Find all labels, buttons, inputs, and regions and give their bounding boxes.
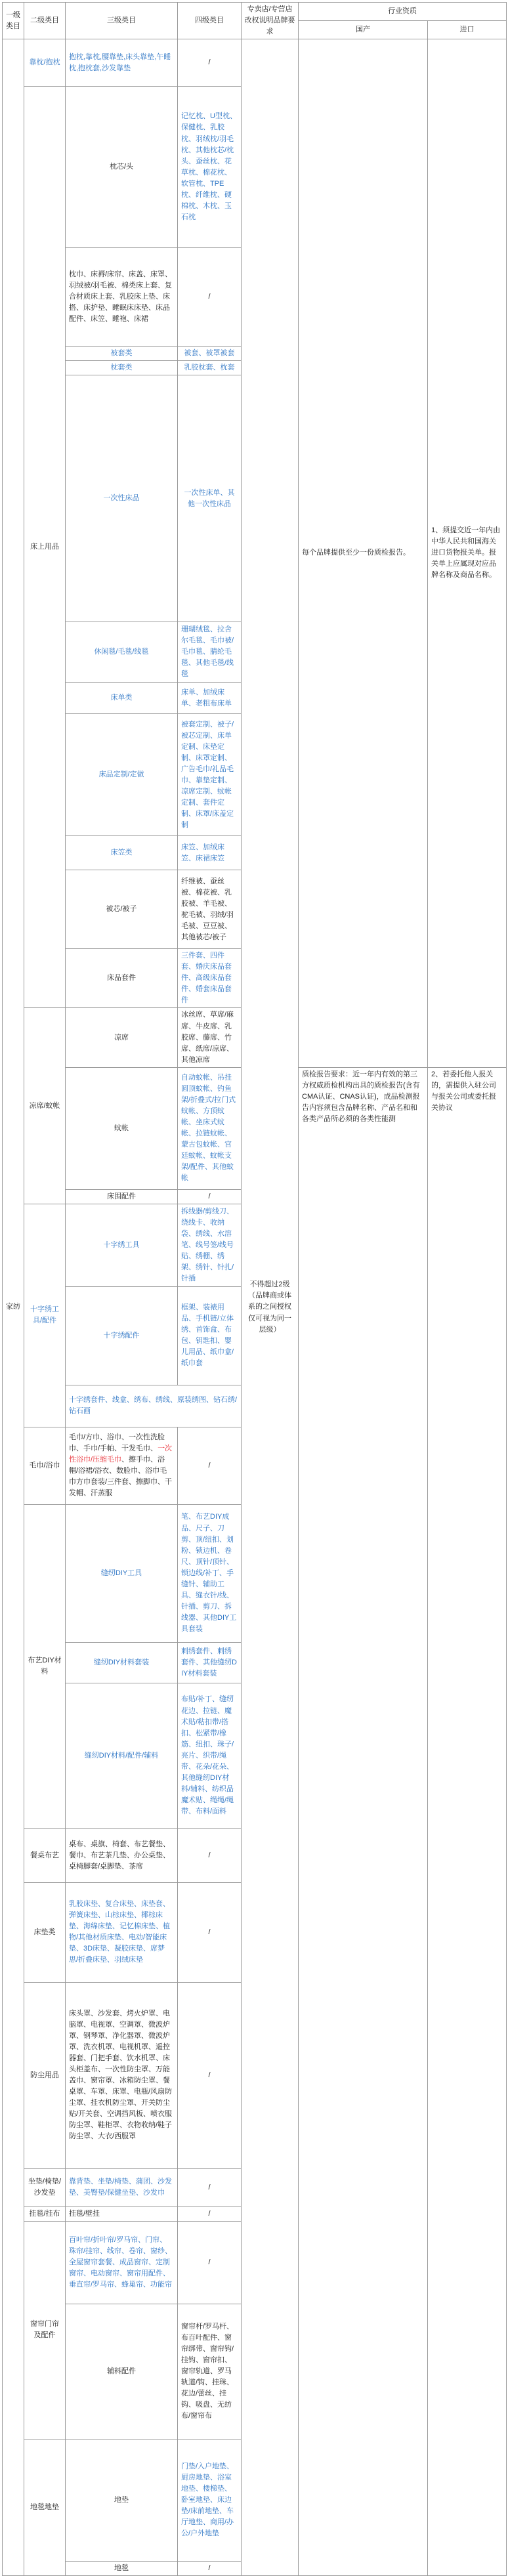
l4-cell: 拆线器/剪线刀、绕线卡、收纳袋、绣线、水溶笔、线号签/线号贴、绣棚、绣架、绣针、针扎/针插 bbox=[178, 1204, 242, 1286]
l3-cell: 百叶帘/折叶帘/罗马帘、门帘、珠帘/挂帘、线帘、卷帘、窗纱、全屋窗帘套餐、成品窗帘、定制窗帘、电动窗帘、窗帘用配件、垂直帘/罗马帘、蜂巢帘、功能帘 bbox=[66, 2221, 178, 2304]
import-requirement-1: 1、须提交近一年内由中华人民共和国海关进口货物报关单。报关单上应属现对应品牌名称及商品名称。 bbox=[431, 526, 501, 580]
l3-text: 毛巾/方巾、浴巾、一次性洗脸巾、手巾/手帕、干发毛巾、一次性浴巾/压缩毛巾、擦手巾、浴帽/浴裙/浴衣、数脸巾、浴巾毛巾方巾套装/三件套、擦脚巾、干发帽、汗蒸服 bbox=[69, 1433, 173, 1498]
header-brand-requirement: 专卖店/专营店改权说明品牌要求 bbox=[242, 3, 299, 39]
domestic-qualification-cell bbox=[299, 39, 428, 1068]
header-domestic: 国产 bbox=[299, 21, 428, 39]
l4-cell: 窗帘杆/罗马杆、布百叶配件、窗帘绑带、窗帘钩/挂钩、窗帘扣、窗帘轨道、罗马轨道/钩、挂珠、花边/蕾丝、挂钩、吸盘、无纺布/窗帘布 bbox=[178, 2304, 242, 2439]
header-import: 进口 bbox=[428, 21, 507, 39]
l2-cell: 靠枕/抱枕 bbox=[24, 39, 66, 87]
header-l2: 二级类目 bbox=[24, 3, 66, 39]
l4-cell: 框架、装裱用品、手机链/立体绣、首饰盒、布包、钥匙扣、婴儿用品、纸巾盒/纸巾套 bbox=[178, 1286, 242, 1385]
l4-cell: / bbox=[178, 1882, 242, 1982]
l3-cell: 乳胶床垫、复合床垫、床垫套、弹簧床垫、山棕床垫、椰棕床垫、海绵床垫、记忆棉床垫、植物/其他材质床垫、电动/智能床垫、3D床垫、凝胶床垫、席梦思/折叠床垫、羽绒床垫 bbox=[66, 1882, 178, 1982]
l4-cell: 珊瑚绒毯、拉舍尔毛毯、毛巾被/毛巾毯、腈纶毛毯、其他毛毯/线毯 bbox=[178, 622, 242, 683]
l3-cell: 地垫 bbox=[66, 2439, 178, 2561]
l3-cell: 缝纫DIY材料/配件/辅料 bbox=[66, 1683, 178, 1828]
l3-cell: 十字绣套件、线盒、绣布、绣线、原装绣图、钻石绣/钻石画 bbox=[66, 1385, 242, 1427]
l3-cell: 十字绣配件 bbox=[66, 1286, 178, 1385]
l4-cell: / bbox=[178, 1427, 242, 1504]
l2-cell: 床上用品 bbox=[24, 87, 66, 1008]
l4-cell: / bbox=[178, 2221, 242, 2304]
l2-cell: 毛巾/浴巾 bbox=[24, 1427, 66, 1504]
l3-cell: 挂毯/壁挂 bbox=[66, 2206, 178, 2221]
l2-cell: 坐垫/椅垫/沙发垫 bbox=[24, 2168, 66, 2206]
l4-cell: 三件套、四件套、婚庆床品套件、高级床品套件、婚套床品套件 bbox=[178, 949, 242, 1008]
l3-cell: 一次性床品 bbox=[66, 375, 178, 622]
l4-cell: / bbox=[178, 2206, 242, 2221]
l3-cell: 休闲毯/毛毯/线毯 bbox=[66, 622, 178, 683]
l3-cell: 床围配件 bbox=[66, 1189, 178, 1204]
l3-cell: 凉席 bbox=[66, 1008, 178, 1067]
l3-cell: 缝纫DIY工具 bbox=[66, 1504, 178, 1642]
l2-cell: 餐桌布艺 bbox=[24, 1828, 66, 1882]
l4-cell: / bbox=[178, 39, 242, 87]
highlighted-term: 一次性浴巾/压缩毛巾 bbox=[69, 1445, 173, 1464]
l4-cell: 被套定制、被子/被芯定制、床单定制、床垫定制、床罩定制、广告毛巾/礼品毛巾、靠垫定制、凉席定制、蚊帐定制、套件定制、床罩/床盖定制 bbox=[178, 714, 242, 836]
l3-cell: 枕套类 bbox=[66, 361, 178, 375]
l4-cell: 自动蚊帐、吊挂圆顶蚊帐、钓鱼架/折叠式/拉门式蚊帐、方顶蚊帐、坐床式蚊帐、拉链蚊帐、蒙古包蚊帐、宫廷蚊帐、蚊帐支架/配件、其他蚊帐 bbox=[178, 1067, 242, 1189]
l3-cell: 辅料配件 bbox=[66, 2304, 178, 2439]
l4-cell: / bbox=[178, 2561, 242, 2575]
header-l3: 三级类目 bbox=[66, 3, 178, 39]
l2-cell: 床垫类 bbox=[24, 1882, 66, 1982]
header-l1: 一级类目 bbox=[3, 3, 24, 39]
category-qualification-table bbox=[2, 2, 507, 2576]
l4-cell: 门垫/入户地垫、厨房地垫、浴室地垫、楼梯垫、卧室地垫、床边垫/床前地垫、车厅地垫、商用/办公/户外地垫 bbox=[178, 2439, 242, 2561]
l3-cell: 枕巾、床褥/床帘、床盖、床罩、羽绒被/羽毛被、棉类床上套、复合材质床上套、乳胶床上垫、床搭、床护垫、睡眠床床垫、床品配件、床笠、睡袍、床裙 bbox=[66, 248, 178, 347]
l3-cell: 抱枕,靠枕,腰靠垫,床头靠垫,午睡枕,抱枕套,沙发靠垫 bbox=[66, 39, 178, 87]
header-industry-qualification: 行业资质 bbox=[299, 3, 507, 21]
l4-cell: / bbox=[178, 1828, 242, 1882]
l4-cell: 笔、布艺DIY成品、尺子、刀剪、顶/纽扣、划粉、锁边机、卷尺、顶针/顶针、锁边线/补丁、手缝针、辅助工具、缝衣针/线、针插、剪刀、拆线器、其他DIY工具套装 bbox=[178, 1504, 242, 1642]
domestic-qualification-detail bbox=[299, 1067, 428, 2575]
l4-cell: 床单、加绒床单、老粗布床单 bbox=[178, 683, 242, 714]
l4-cell: / bbox=[178, 1982, 242, 2168]
l3-cell: 床品套件 bbox=[66, 949, 178, 1008]
l3-cell: 桌布、桌旗、椅套、布艺餐垫、餐巾、布艺茶几垫、办公桌垫、桌椅脚套/桌脚垫、茶席 bbox=[66, 1828, 178, 1882]
brand-requirement-cell bbox=[242, 39, 299, 2576]
l3-cell: 地毯 bbox=[66, 2561, 178, 2575]
import-qualification-cell bbox=[428, 39, 507, 1068]
l2-cell: 防尘用品 bbox=[24, 1982, 66, 2168]
trademark-requirement-text: 每个品牌提供至少一份质检报告。 bbox=[302, 549, 410, 557]
l2-cell: 窗帘门帘及配件 bbox=[24, 2221, 66, 2439]
l4-cell: / bbox=[178, 2168, 242, 2206]
l4-cell: 纤维被、蚕丝被、棉花被、乳胶被、羊毛被、驼毛被、羽绒/羽毛被、豆豆被、其他被芯/被子 bbox=[178, 870, 242, 949]
l2-cell: 挂毯/挂布 bbox=[24, 2206, 66, 2221]
header-l4: 四级类目 bbox=[178, 3, 242, 39]
l4-cell: 记忆枕、U型枕、保健枕、乳胶枕、羽绒枕/羽毛枕、其他枕芯/枕头、蚕丝枕、花草枕、棉花枕、软管枕、TPE枕、纤维枕、硬棉枕、木枕、玉石枕 bbox=[178, 87, 242, 248]
l1-cell-home: 家纺 bbox=[3, 39, 24, 2576]
l3-cell: 缝纫DIY材料套装 bbox=[66, 1642, 178, 1683]
l4-cell: 刺绣套件、刺绣套件、其他缝纫DIY材料套装 bbox=[178, 1642, 242, 1683]
l4-cell: 一次性床单、其他一次性床品 bbox=[178, 375, 242, 622]
l3-cell: 床品定制/定做 bbox=[66, 714, 178, 836]
import-requirement-2: 2、若委托他人报关的，需提供入驻公司与报关公司或委托报关协议 bbox=[431, 1070, 496, 1112]
l3-cell: 被套类 bbox=[66, 347, 178, 361]
l4-cell: 乳胶枕套、枕套 bbox=[178, 361, 242, 375]
l4-cell: 冰丝席、草席/麻席、牛皮席、乳胶席、藤席、竹席、纸席/凉席、其他凉席 bbox=[178, 1008, 242, 1067]
l3-cell: 靠背垫、坐垫/椅垫、蒲团、沙发垫、美臀垫/保健坐垫、沙发巾 bbox=[66, 2168, 178, 2206]
brand-requirement-text: 不得超过2级（品牌商或体系的之间授权仅可视为同一层级） bbox=[248, 1280, 291, 1334]
l3-cell: 床头罩、沙发套、烤火炉罩、电脑罩、电视罩、空调罩、微波炉罩、钢琴罩、净化器罩、微波炉罩、洗衣机罩、电视机罩、遥控器套、门把手套、饮水机罩、床头柜盖布、一次性防尘罩、万能盖巾、窗帘罩、冰箱防尘罩、餐桌罩、车罩、床罩、电瓶/风扇防尘罩、挂衣机防尘罩、开关防尘贴/开关套、空调挡风板、喷衣服防尘罩、鞋柜罩、衣物收纳/鞋子防尘罩、大衣/西服罩 bbox=[66, 1982, 178, 2168]
l3-cell: 被芯/被子 bbox=[66, 870, 178, 949]
l2-cell: 布艺DIY材料 bbox=[24, 1504, 66, 1828]
l3-cell: 十字绣工具 bbox=[66, 1204, 178, 1286]
l3-cell: 床笠类 bbox=[66, 836, 178, 870]
l3-cell: 枕芯/头 bbox=[66, 87, 178, 248]
l3-cell bbox=[66, 1427, 178, 1504]
l4-cell: 床笠、加绒床笠、床裙床笠 bbox=[178, 836, 242, 870]
l2-cell: 地毯地垫 bbox=[24, 2439, 66, 2575]
l4-cell: / bbox=[178, 248, 242, 347]
l3-cell: 床单类 bbox=[66, 683, 178, 714]
l4-cell: 布贴/补丁、缝纫花边、拉链、魔术贴/粘扣带/搭扣、松紧带/橡筋、纽扣、珠子/亮片、织带/绳带、花朵/花朵、其他缝纫DIY材料/辅料、纺织品魔术贴、绳绳/绳带、布料/面料 bbox=[178, 1683, 242, 1828]
l4-cell: 被套、被罩被套 bbox=[178, 347, 242, 361]
l3-cell: 蚊帐 bbox=[66, 1067, 178, 1189]
inspection-report-requirement: 质检报告要求：近一年内有效的第三方权威质检机构出具的质检报告(含有CMA认证、CNAS认证)，成品检测报告内容须包含品牌名称、产品名和和各类产品所必须的各类性能测 bbox=[302, 1070, 420, 1123]
l4-cell: / bbox=[178, 1189, 242, 1204]
l2-cell: 十字绣工具/配件 bbox=[24, 1204, 66, 1427]
l2-cell: 凉席/蚊帐 bbox=[24, 1008, 66, 1204]
import-qualification-detail bbox=[428, 1067, 507, 2575]
